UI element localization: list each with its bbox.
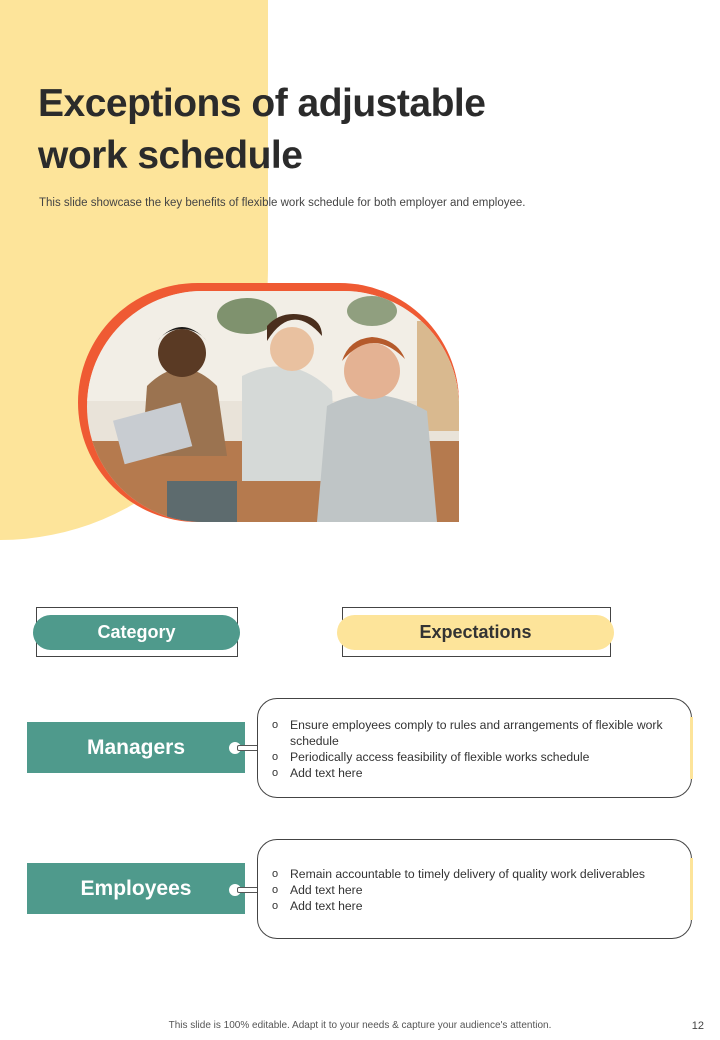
expectations-box-managers [257, 698, 692, 798]
box-accent [690, 717, 693, 779]
team-photo [87, 291, 459, 522]
page-number: 12 [691, 1020, 704, 1032]
list-item: o Add text here [272, 898, 671, 914]
list-item: o Add text here [272, 882, 671, 898]
team-photo-illustration [87, 291, 459, 522]
expectations-header: Expectations [337, 615, 614, 650]
list-item: o Add text here [272, 765, 671, 781]
page-subtitle: This slide showcase the key benefits of flexible work schedule for both employer and employee. [39, 197, 526, 209]
expectations-box-employees [257, 839, 692, 939]
expectations-list [272, 717, 671, 781]
team-photo-frame [78, 283, 459, 522]
list-item: o Ensure employees comply to rules and arrangements of flexible work schedule [272, 717, 671, 749]
list-item: o Periodically access feasibility of flexible works schedule [272, 749, 671, 765]
category-header: Category [33, 615, 240, 650]
box-accent [690, 858, 693, 920]
category-label: Employees [80, 876, 192, 900]
category-managers [27, 722, 245, 773]
expectations-list [272, 866, 671, 914]
footer-note: This slide is 100% editable. Adapt it to your needs & capture your audience's attention. [168, 1020, 552, 1031]
page-title: Exceptions of adjustable work schedule [38, 82, 486, 177]
category-label: Managers [86, 735, 186, 759]
category-employees [27, 863, 245, 914]
list-item: o Remain accountable to timely delivery of quality work deliverables [272, 866, 671, 882]
